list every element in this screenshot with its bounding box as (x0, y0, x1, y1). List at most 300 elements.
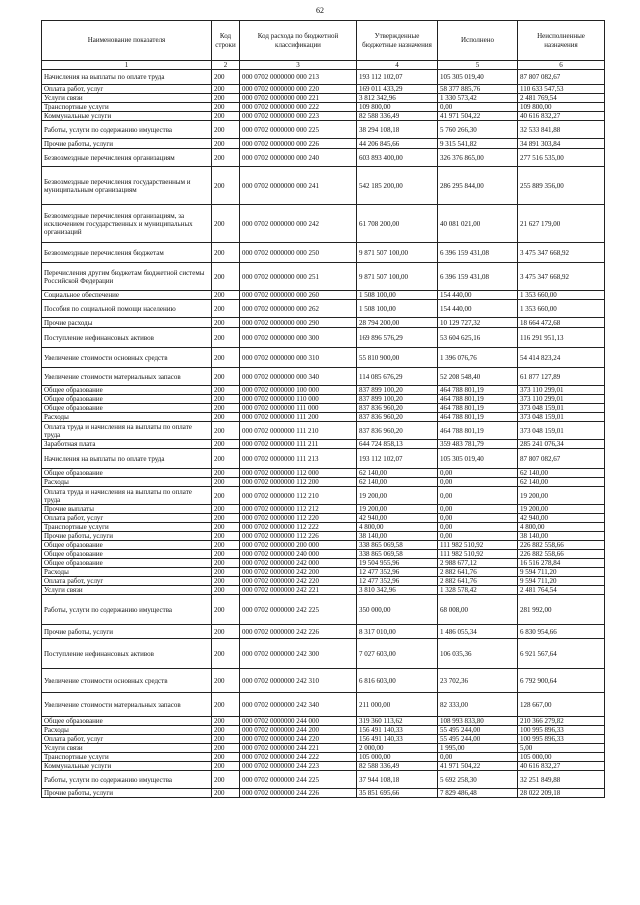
row-code-cell: 200 (212, 789, 240, 798)
row-executed-cell: 106 035,36 (438, 639, 518, 669)
row-approved-cell: 542 185 200,00 (357, 167, 438, 205)
row-executed-cell: 0,00 (438, 505, 518, 514)
row-approved-cell: 1 508 100,00 (357, 291, 438, 300)
row-executed-cell: 0,00 (438, 103, 518, 112)
row-approved-cell: 105 000,00 (357, 753, 438, 762)
table-row (42, 735, 605, 744)
row-name-cell: Увеличение стоимости материальных запасов (42, 693, 212, 717)
row-name-cell: Безвозмездные перечисления организациям (42, 149, 212, 167)
row-unexecuted-cell: 40 616 832,27 (518, 112, 605, 121)
row-code-cell: 200 (212, 94, 240, 103)
row-code-cell: 200 (212, 205, 240, 243)
row-unexecuted-cell: 1 353 660,00 (518, 291, 605, 300)
table-row (42, 469, 605, 478)
row-code-cell: 200 (212, 717, 240, 726)
row-code-cell: 200 (212, 523, 240, 532)
row-executed-cell: 326 376 865,00 (438, 149, 518, 167)
row-name-cell: Поступление нефинансовых активов (42, 639, 212, 669)
row-unexecuted-cell: 62 140,00 (518, 478, 605, 487)
table-row (42, 139, 605, 149)
row-name-cell: Прочие работы, услуги (42, 139, 212, 149)
row-name-cell: Увеличение стоимости основных средств (42, 669, 212, 693)
row-approved-cell: 62 140,00 (357, 469, 438, 478)
row-name-cell: Общее образование (42, 395, 212, 404)
row-code-cell: 200 (212, 85, 240, 94)
row-executed-cell: 6 396 159 431,08 (438, 243, 518, 263)
table-row (42, 422, 605, 440)
row-kbk-cell: 000 0702 0000000 244 226 (240, 789, 357, 798)
row-code-cell: 200 (212, 469, 240, 478)
row-code-cell: 200 (212, 753, 240, 762)
row-code-cell: 200 (212, 121, 240, 139)
row-name-cell: Оплата работ, услуг (42, 735, 212, 744)
row-unexecuted-cell: 255 889 356,00 (518, 167, 605, 205)
row-name-cell: Безвозмездные перечисления организациям, за исключением государственных и муниципальных организаций (42, 205, 212, 243)
row-kbk-cell: 000 0702 0000000 000 251 (240, 263, 357, 291)
row-code-cell: 200 (212, 595, 240, 625)
row-approved-cell: 28 794 200,00 (357, 318, 438, 328)
row-unexecuted-cell: 109 800,00 (518, 103, 605, 112)
row-code-cell: 200 (212, 478, 240, 487)
table-row (42, 559, 605, 568)
row-code-cell: 200 (212, 243, 240, 263)
row-kbk-cell: 000 0702 0000000 000 310 (240, 348, 357, 368)
column-header-code: Код строки (212, 21, 240, 61)
row-unexecuted-cell: 100 995 896,33 (518, 726, 605, 735)
row-executed-cell: 464 788 801,19 (438, 413, 518, 422)
table-row (42, 771, 605, 789)
table-row (42, 789, 605, 798)
table-row (42, 577, 605, 586)
row-executed-cell: 0,00 (438, 487, 518, 505)
row-code-cell: 200 (212, 771, 240, 789)
row-unexecuted-cell: 34 891 303,84 (518, 139, 605, 149)
row-approved-cell: 4 800,00 (357, 523, 438, 532)
row-code-cell: 200 (212, 762, 240, 771)
table-row (42, 85, 605, 94)
row-name-cell: Общее образование (42, 404, 212, 413)
row-executed-cell: 82 333,00 (438, 693, 518, 717)
row-unexecuted-cell: 2 481 769,54 (518, 94, 605, 103)
row-name-cell: Безвозмездные перечисления бюджетам (42, 243, 212, 263)
row-executed-cell: 41 971 504,22 (438, 762, 518, 771)
row-name-cell: Оплата работ, услуг (42, 85, 212, 94)
row-executed-cell: 105 305 019,40 (438, 449, 518, 469)
row-executed-cell: 23 702,36 (438, 669, 518, 693)
row-code-cell: 200 (212, 139, 240, 149)
row-code-cell: 200 (212, 669, 240, 693)
row-name-cell: Прочие работы, услуги (42, 625, 212, 639)
row-kbk-cell: 000 0702 0000000 000 260 (240, 291, 357, 300)
row-name-cell: Общее образование (42, 717, 212, 726)
row-approved-cell: 19 200,00 (357, 487, 438, 505)
row-code-cell: 200 (212, 514, 240, 523)
row-code-cell: 200 (212, 422, 240, 440)
row-name-cell: Работы, услуги по содержанию имущества (42, 121, 212, 139)
column-header-kbk: Код расхода по бюджетной классификации (240, 21, 357, 61)
row-kbk-cell: 000 0702 0000000 112 000 (240, 469, 357, 478)
row-approved-cell: 8 317 010,00 (357, 625, 438, 639)
row-unexecuted-cell: 281 992,00 (518, 595, 605, 625)
row-kbk-cell: 000 0702 0000000 000 300 (240, 328, 357, 348)
row-kbk-cell: 000 0702 0000000 200 000 (240, 541, 357, 550)
row-kbk-cell: 000 0702 0000000 242 226 (240, 625, 357, 639)
row-kbk-cell: 000 0702 0000000 000 242 (240, 205, 357, 243)
column-number: 2 (212, 61, 240, 70)
row-unexecuted-cell: 277 516 535,00 (518, 149, 605, 167)
row-name-cell: Прочие расходы (42, 318, 212, 328)
row-executed-cell: 1 396 076,76 (438, 348, 518, 368)
row-code-cell: 200 (212, 386, 240, 395)
row-unexecuted-cell: 54 414 823,24 (518, 348, 605, 368)
row-executed-cell: 0,00 (438, 523, 518, 532)
row-executed-cell: 2 988 677,12 (438, 559, 518, 568)
table-row (42, 328, 605, 348)
row-kbk-cell: 000 0702 0000000 000 225 (240, 121, 357, 139)
table-row (42, 523, 605, 532)
table-body (42, 70, 605, 798)
row-code-cell: 200 (212, 368, 240, 386)
row-executed-cell: 53 604 625,16 (438, 328, 518, 348)
row-approved-cell: 38 140,00 (357, 532, 438, 541)
row-approved-cell: 12 477 352,96 (357, 568, 438, 577)
table-row (42, 103, 605, 112)
row-executed-cell: 2 882 641,76 (438, 568, 518, 577)
table-row (42, 386, 605, 395)
row-approved-cell: 837 836 960,20 (357, 422, 438, 440)
row-executed-cell: 58 377 885,76 (438, 85, 518, 94)
row-executed-cell: 105 305 019,40 (438, 70, 518, 85)
row-unexecuted-cell: 62 140,00 (518, 469, 605, 478)
row-code-cell: 200 (212, 577, 240, 586)
row-executed-cell: 464 788 801,19 (438, 386, 518, 395)
row-approved-cell: 55 810 900,00 (357, 348, 438, 368)
row-approved-cell: 12 477 352,96 (357, 577, 438, 586)
row-name-cell: Оплата труда и начисления на выплаты по оплате труда (42, 422, 212, 440)
table-row (42, 121, 605, 139)
row-name-cell: Оплата работ, услуг (42, 577, 212, 586)
row-executed-cell: 154 440,00 (438, 300, 518, 318)
table-row (42, 413, 605, 422)
row-kbk-cell: 000 0702 0000000 240 000 (240, 550, 357, 559)
budget-execution-table (41, 20, 605, 798)
table-row (42, 744, 605, 753)
row-kbk-cell: 000 0702 0000000 112 222 (240, 523, 357, 532)
column-number: 6 (518, 61, 605, 70)
row-name-cell: Оплата труда и начисления на выплаты по оплате труда (42, 487, 212, 505)
row-approved-cell: 211 000,00 (357, 693, 438, 717)
column-header-approved: Утвержденные бюджетные назначения (357, 21, 438, 61)
row-executed-cell: 111 982 510,92 (438, 550, 518, 559)
row-executed-cell: 0,00 (438, 532, 518, 541)
row-unexecuted-cell: 4 800,00 (518, 523, 605, 532)
row-unexecuted-cell: 16 516 278,84 (518, 559, 605, 568)
row-unexecuted-cell: 9 594 711,20 (518, 577, 605, 586)
row-approved-cell: 37 944 108,18 (357, 771, 438, 789)
row-kbk-cell: 000 0702 0000000 100 000 (240, 386, 357, 395)
row-name-cell: Транспортные услуги (42, 753, 212, 762)
row-kbk-cell: 000 0702 0000000 244 200 (240, 726, 357, 735)
column-number-row (42, 61, 605, 70)
row-code-cell: 200 (212, 487, 240, 505)
row-approved-cell: 319 360 113,62 (357, 717, 438, 726)
row-approved-cell: 837 899 100,20 (357, 395, 438, 404)
row-code-cell: 200 (212, 541, 240, 550)
table-row (42, 348, 605, 368)
row-executed-cell: 108 993 833,80 (438, 717, 518, 726)
row-code-cell: 200 (212, 568, 240, 577)
row-code-cell: 200 (212, 505, 240, 514)
row-unexecuted-cell: 373 048 159,01 (518, 422, 605, 440)
row-code-cell: 200 (212, 440, 240, 449)
row-unexecuted-cell: 87 807 082,67 (518, 70, 605, 85)
table-row (42, 243, 605, 263)
row-kbk-cell: 000 0702 0000000 242 340 (240, 693, 357, 717)
row-approved-cell: 169 011 433,29 (357, 85, 438, 94)
row-kbk-cell: 000 0702 0000000 244 223 (240, 762, 357, 771)
row-unexecuted-cell: 28 022 209,18 (518, 789, 605, 798)
table-row (42, 595, 605, 625)
row-approved-cell: 109 800,00 (357, 103, 438, 112)
row-name-cell: Работы, услуги по содержанию имущества (42, 771, 212, 789)
row-approved-cell: 338 865 069,58 (357, 541, 438, 550)
row-kbk-cell: 000 0702 0000000 000 226 (240, 139, 357, 149)
row-approved-cell: 6 816 603,00 (357, 669, 438, 693)
row-unexecuted-cell: 2 481 764,54 (518, 586, 605, 595)
table-row (42, 639, 605, 669)
table-row (42, 449, 605, 469)
row-name-cell: Общее образование (42, 550, 212, 559)
row-unexecuted-cell: 19 200,00 (518, 487, 605, 505)
column-header-name: Наименование показателя (42, 21, 212, 61)
row-approved-cell: 42 940,00 (357, 514, 438, 523)
row-approved-cell: 837 899 100,20 (357, 386, 438, 395)
row-kbk-cell: 000 0702 0000000 242 225 (240, 595, 357, 625)
row-kbk-cell: 000 0702 0000000 242 220 (240, 577, 357, 586)
table-row (42, 404, 605, 413)
row-name-cell: Общее образование (42, 469, 212, 478)
row-kbk-cell: 000 0702 0000000 242 200 (240, 568, 357, 577)
table-row (42, 753, 605, 762)
row-kbk-cell: 000 0702 0000000 244 222 (240, 753, 357, 762)
row-kbk-cell: 000 0702 0000000 244 221 (240, 744, 357, 753)
row-code-cell: 200 (212, 112, 240, 121)
row-unexecuted-cell: 128 667,00 (518, 693, 605, 717)
column-number: 5 (438, 61, 518, 70)
row-approved-cell: 38 294 108,18 (357, 121, 438, 139)
row-name-cell: Прочие работы, услуги (42, 532, 212, 541)
table-row (42, 726, 605, 735)
row-approved-cell: 193 112 102,07 (357, 449, 438, 469)
row-name-cell: Расходы (42, 726, 212, 735)
table-row (42, 478, 605, 487)
row-kbk-cell: 000 0702 0000000 000 250 (240, 243, 357, 263)
row-approved-cell: 62 140,00 (357, 478, 438, 487)
row-name-cell: Перечисления другим бюджетам бюджетной системы Российской Федерации (42, 263, 212, 291)
row-unexecuted-cell: 226 882 558,66 (518, 550, 605, 559)
row-unexecuted-cell: 116 291 951,13 (518, 328, 605, 348)
row-executed-cell: 55 495 244,00 (438, 735, 518, 744)
row-unexecuted-cell: 373 048 159,01 (518, 404, 605, 413)
row-approved-cell: 837 836 960,20 (357, 404, 438, 413)
row-name-cell: Услуги связи (42, 744, 212, 753)
row-approved-cell: 338 865 069,58 (357, 550, 438, 559)
row-executed-cell: 0,00 (438, 478, 518, 487)
row-executed-cell: 40 081 021,00 (438, 205, 518, 243)
table-row (42, 505, 605, 514)
row-executed-cell: 55 495 244,00 (438, 726, 518, 735)
row-name-cell: Прочие выплаты (42, 505, 212, 514)
row-name-cell: Услуги связи (42, 586, 212, 595)
row-code-cell: 200 (212, 735, 240, 744)
row-unexecuted-cell: 100 995 896,33 (518, 735, 605, 744)
table-row (42, 205, 605, 243)
row-kbk-cell: 000 0702 0000000 000 240 (240, 149, 357, 167)
row-unexecuted-cell: 373 110 299,01 (518, 386, 605, 395)
row-code-cell: 200 (212, 693, 240, 717)
row-approved-cell: 7 027 603,00 (357, 639, 438, 669)
row-approved-cell: 19 504 955,96 (357, 559, 438, 568)
row-executed-cell: 464 788 801,19 (438, 404, 518, 413)
row-name-cell: Безвозмездные перечисления государственным и муниципальным организациям (42, 167, 212, 205)
row-executed-cell: 5 692 258,30 (438, 771, 518, 789)
row-kbk-cell: 000 0702 0000000 111 200 (240, 413, 357, 422)
row-unexecuted-cell: 285 241 076,34 (518, 440, 605, 449)
row-kbk-cell: 000 0702 0000000 111 210 (240, 422, 357, 440)
row-kbk-cell: 000 0702 0000000 112 226 (240, 532, 357, 541)
row-kbk-cell: 000 0702 0000000 111 211 (240, 440, 357, 449)
row-name-cell: Оплата работ, услуг (42, 514, 212, 523)
row-unexecuted-cell: 3 475 347 668,92 (518, 263, 605, 291)
row-name-cell: Расходы (42, 413, 212, 422)
row-unexecuted-cell: 40 616 832,27 (518, 762, 605, 771)
row-unexecuted-cell: 5,00 (518, 744, 605, 753)
row-name-cell: Прочие работы, услуги (42, 789, 212, 798)
table-row (42, 149, 605, 167)
table-header-row (42, 21, 605, 61)
row-approved-cell: 1 508 100,00 (357, 300, 438, 318)
row-kbk-cell: 000 0702 0000000 242 310 (240, 669, 357, 693)
row-code-cell: 200 (212, 550, 240, 559)
row-kbk-cell: 000 0702 0000000 244 225 (240, 771, 357, 789)
row-kbk-cell: 000 0702 0000000 111 000 (240, 404, 357, 413)
row-name-cell: Начисления на выплаты по оплате труда (42, 70, 212, 85)
row-unexecuted-cell: 19 200,00 (518, 505, 605, 514)
row-code-cell: 200 (212, 586, 240, 595)
row-kbk-cell: 000 0702 0000000 000 223 (240, 112, 357, 121)
row-code-cell: 200 (212, 449, 240, 469)
row-kbk-cell: 000 0702 0000000 000 213 (240, 70, 357, 85)
row-approved-cell: 44 206 845,66 (357, 139, 438, 149)
row-unexecuted-cell: 373 110 299,01 (518, 395, 605, 404)
row-code-cell: 200 (212, 726, 240, 735)
row-kbk-cell: 000 0702 0000000 242 000 (240, 559, 357, 568)
row-approved-cell: 19 200,00 (357, 505, 438, 514)
table-row (42, 762, 605, 771)
row-name-cell: Коммунальные услуги (42, 762, 212, 771)
row-code-cell: 200 (212, 413, 240, 422)
row-executed-cell: 464 788 801,19 (438, 422, 518, 440)
table-row (42, 70, 605, 85)
row-approved-cell: 193 112 102,07 (357, 70, 438, 85)
row-unexecuted-cell: 61 877 127,89 (518, 368, 605, 386)
row-kbk-cell: 000 0702 0000000 112 200 (240, 478, 357, 487)
row-approved-cell: 3 810 342,96 (357, 586, 438, 595)
row-unexecuted-cell: 32 533 841,88 (518, 121, 605, 139)
table-row (42, 94, 605, 103)
row-unexecuted-cell: 105 000,00 (518, 753, 605, 762)
row-name-cell: Работы, услуги по содержанию имущества (42, 595, 212, 625)
table-row (42, 291, 605, 300)
row-executed-cell: 7 829 486,48 (438, 789, 518, 798)
table-row (42, 532, 605, 541)
row-code-cell: 200 (212, 532, 240, 541)
table-row (42, 550, 605, 559)
row-executed-cell: 286 295 844,00 (438, 167, 518, 205)
row-code-cell: 200 (212, 70, 240, 85)
row-executed-cell: 154 440,00 (438, 291, 518, 300)
row-code-cell: 200 (212, 149, 240, 167)
row-kbk-cell: 000 0702 0000000 244 220 (240, 735, 357, 744)
row-name-cell: Начисления на выплаты по оплате труда (42, 449, 212, 469)
column-number: 1 (42, 61, 212, 70)
row-unexecuted-cell: 226 882 558,66 (518, 541, 605, 550)
row-unexecuted-cell: 42 940,00 (518, 514, 605, 523)
column-number: 4 (357, 61, 438, 70)
row-code-cell: 200 (212, 328, 240, 348)
row-unexecuted-cell: 6 830 954,66 (518, 625, 605, 639)
table-row (42, 586, 605, 595)
row-name-cell: Социальное обеспечение (42, 291, 212, 300)
row-executed-cell: 464 788 801,19 (438, 395, 518, 404)
row-approved-cell: 644 724 858,13 (357, 440, 438, 449)
row-code-cell: 200 (212, 348, 240, 368)
row-executed-cell: 0,00 (438, 514, 518, 523)
row-kbk-cell: 000 0702 0000000 242 221 (240, 586, 357, 595)
row-unexecuted-cell: 21 627 179,00 (518, 205, 605, 243)
row-code-cell: 200 (212, 625, 240, 639)
row-executed-cell: 0,00 (438, 469, 518, 478)
row-executed-cell: 1 330 573,42 (438, 94, 518, 103)
row-code-cell: 200 (212, 167, 240, 205)
row-kbk-cell: 000 0702 0000000 242 300 (240, 639, 357, 669)
row-name-cell: Увеличение стоимости материальных запасов (42, 368, 212, 386)
column-number: 3 (240, 61, 357, 70)
row-approved-cell: 9 871 507 100,00 (357, 243, 438, 263)
table-row (42, 568, 605, 577)
row-name-cell: Заработная плата (42, 440, 212, 449)
row-code-cell: 200 (212, 744, 240, 753)
row-approved-cell: 169 896 576,29 (357, 328, 438, 348)
row-name-cell: Увеличение стоимости основных средств (42, 348, 212, 368)
row-unexecuted-cell: 38 140,00 (518, 532, 605, 541)
table-row (42, 693, 605, 717)
row-unexecuted-cell: 3 475 347 668,92 (518, 243, 605, 263)
row-code-cell: 200 (212, 263, 240, 291)
table-row (42, 717, 605, 726)
row-executed-cell: 0,00 (438, 753, 518, 762)
row-executed-cell: 41 971 504,22 (438, 112, 518, 121)
row-unexecuted-cell: 6 921 567,64 (518, 639, 605, 669)
row-code-cell: 200 (212, 318, 240, 328)
row-name-cell: Поступление нефинансовых активов (42, 328, 212, 348)
row-code-cell: 200 (212, 300, 240, 318)
table-row (42, 368, 605, 386)
row-unexecuted-cell: 1 353 660,00 (518, 300, 605, 318)
row-kbk-cell: 000 0702 0000000 111 213 (240, 449, 357, 469)
row-name-cell: Расходы (42, 568, 212, 577)
row-kbk-cell: 000 0702 0000000 000 222 (240, 103, 357, 112)
